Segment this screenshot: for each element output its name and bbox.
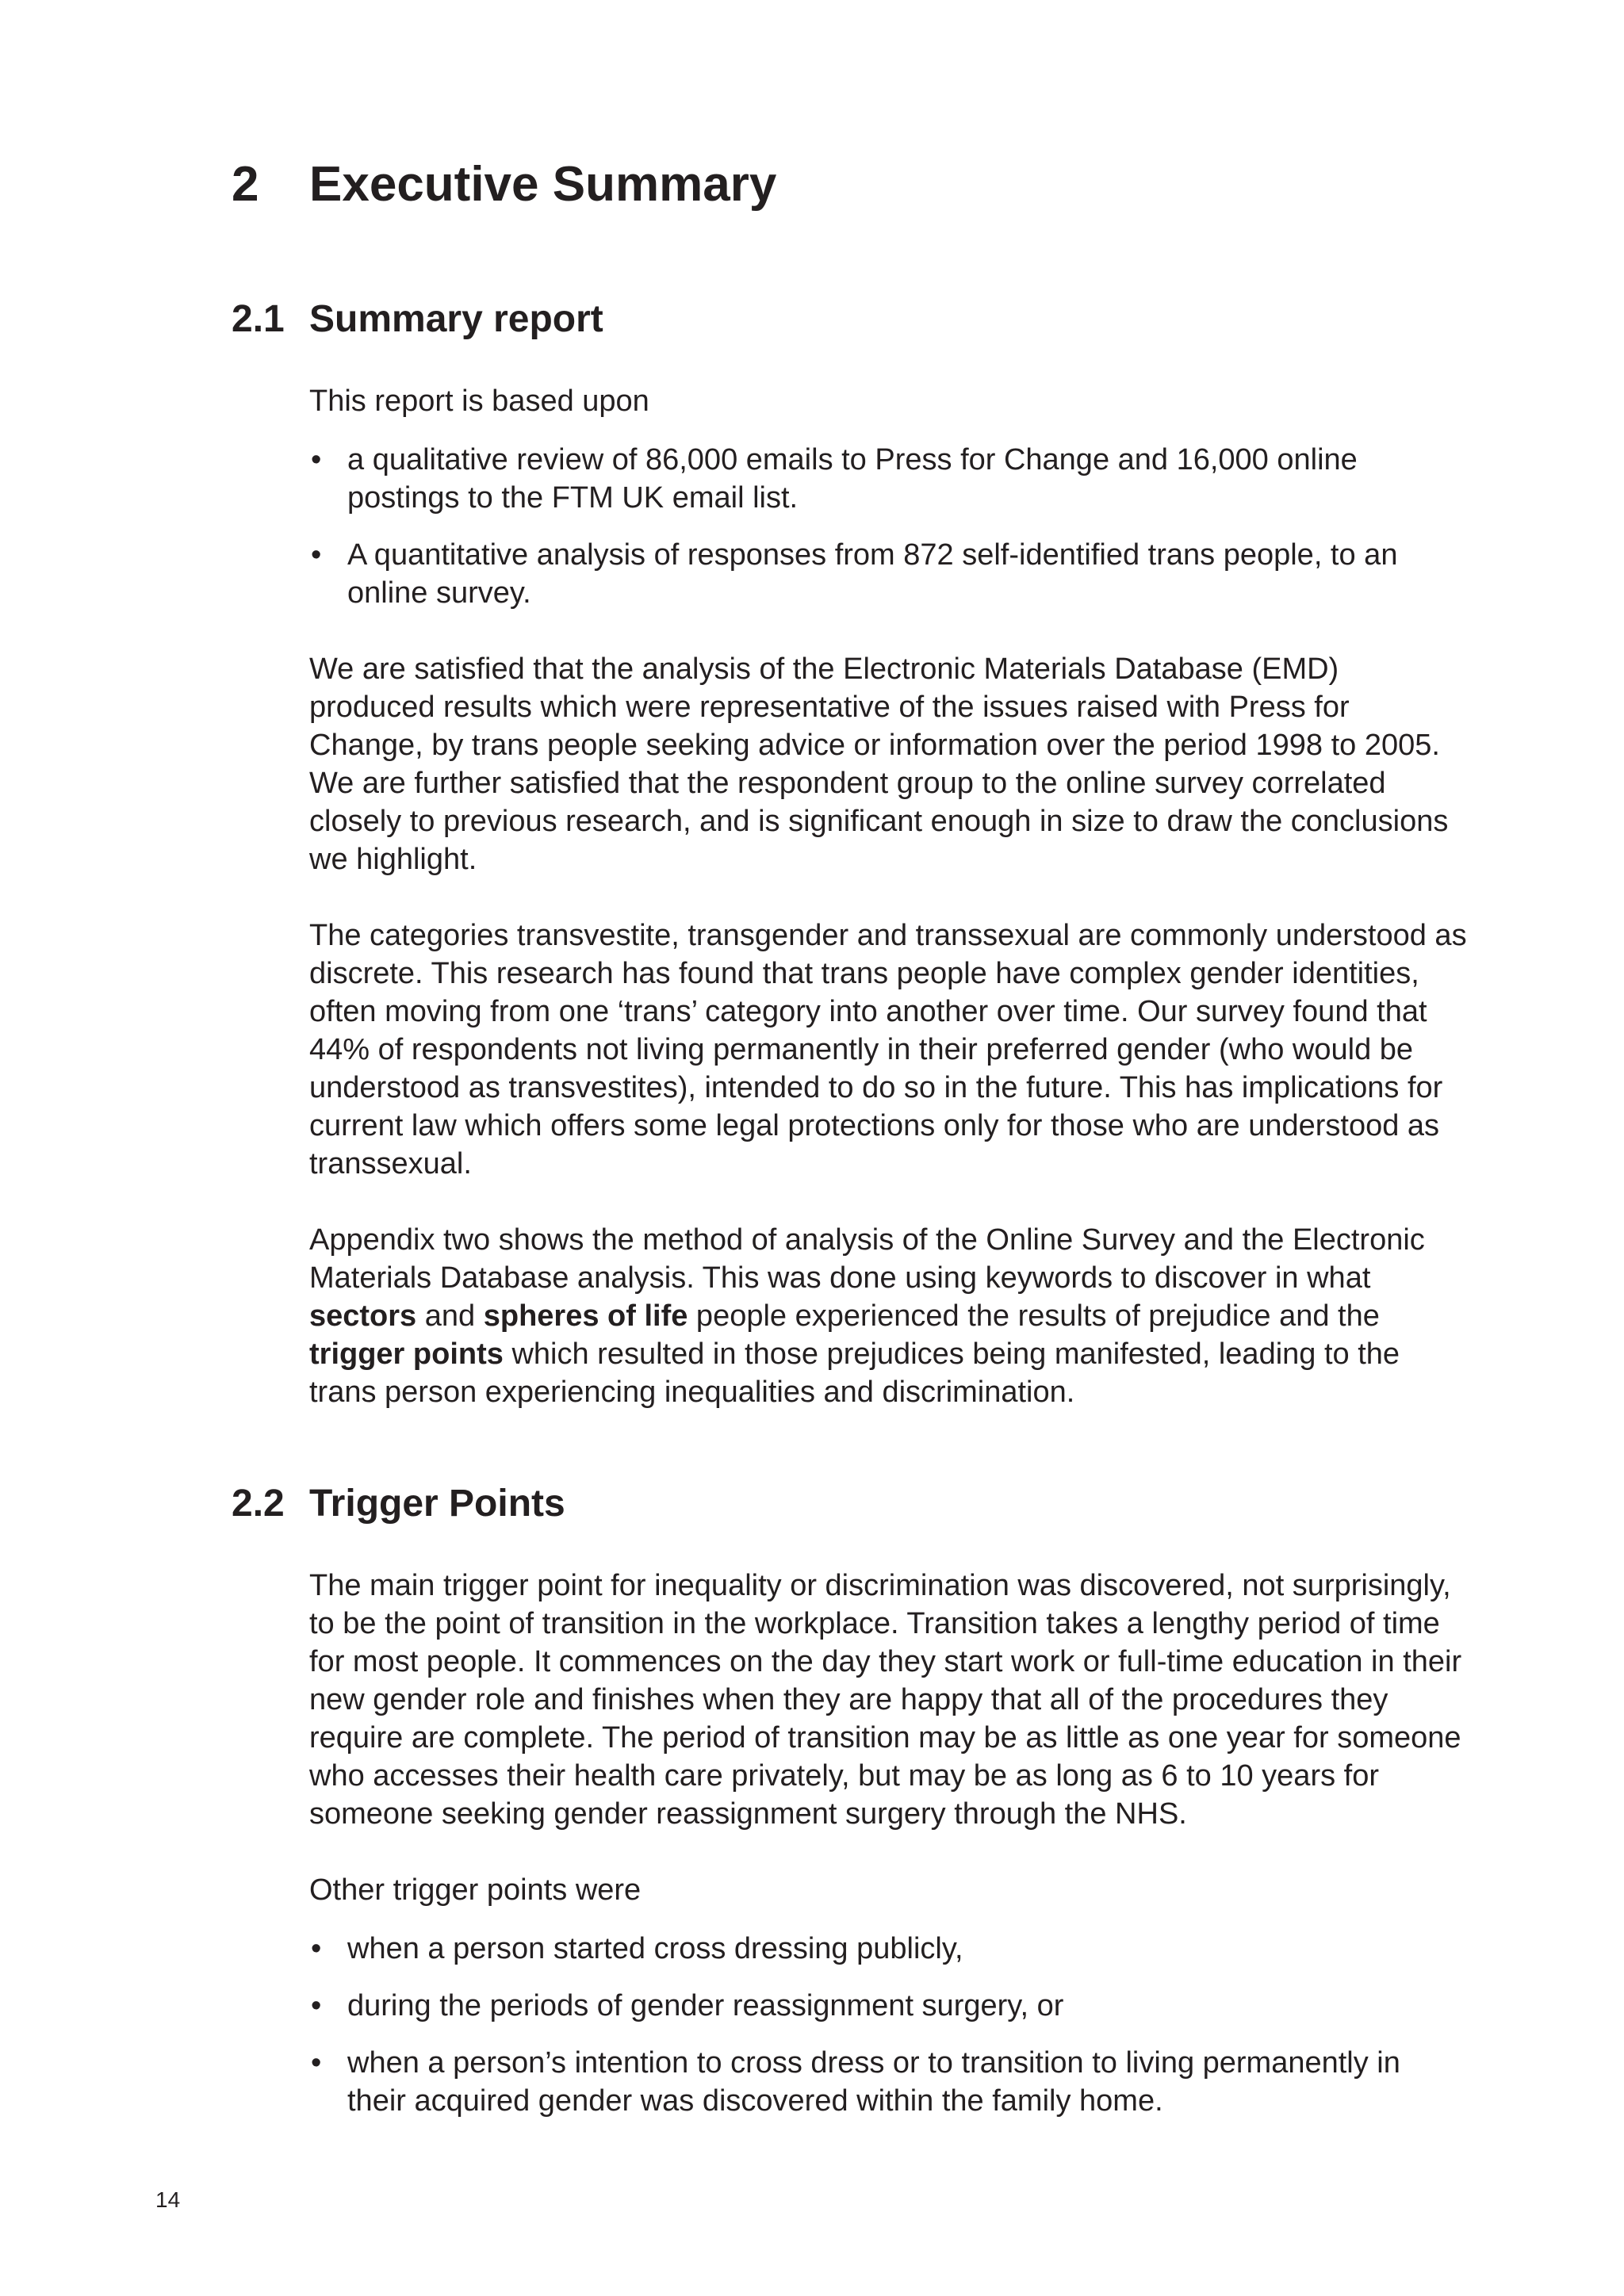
paragraph: We are satisfied that the analysis of the Electronic Materials Database (EMD) produced results which were representative of the issues raised with Press for Change, by trans people seeking advice or information over the period 1998 to 2005. We are further satisfied that the respondent group to the online survey correlated closely to previous research, and is significant enough in size to draw the conclusions we highlight. — [309, 652, 1449, 876]
text-run: which resulted in those prejudices being manifested, leading to the trans person experiencing inequalities and discrimination. — [309, 1337, 1400, 1409]
list-item: • A quantitative analysis of responses from 872 self-identified trans people, to an online survey. — [309, 536, 1467, 612]
intro-text: This report is based upon — [309, 385, 649, 418]
list-item: • a qualitative review of 86,000 emails to Press for Change and 16,000 online postings to the FTM UK email list. — [309, 441, 1467, 517]
bullet-list — [309, 1930, 1467, 2120]
intro-text: Other trigger points were — [309, 1873, 642, 1907]
section-2-2-body — [309, 1567, 1467, 2158]
text-run: people experienced the results of prejudice and the — [688, 1299, 1380, 1333]
section-number: 2.1 — [232, 298, 285, 340]
section-title: Trigger Points — [309, 1483, 565, 1525]
list-item: • during the periods of gender reassignment surgery, or — [309, 1987, 1467, 2025]
section-heading-2-1 — [232, 297, 603, 342]
paragraph: The main trigger point for inequality or discrimination was discovered, not surprisingly, to be the point of transition in the workplace. Transition takes a lengthy period of time for most people. It commences on the day they start work or full-time education in their new gender role and finishes when they are happy that all of the procedures they require are complete. The period of transition may be as little as one year for someone who accesses their health care privately, but may be as long as 6 to 10 years for someone seeking gender reassignment surgery through the NHS. — [309, 1569, 1462, 1831]
section-title: Summary report — [309, 298, 603, 340]
bullet-list — [309, 441, 1467, 612]
text-run: Appendix two shows the method of analysis of the Online Survey and the Electronic Materials Database analysis. This was done using keywords to discover in what — [309, 1223, 1425, 1295]
list-item: • when a person’s intention to cross dress or to transition to living permanently in their acquired gender was discovered within the family home. — [309, 2044, 1467, 2120]
bold-term: trigger points — [309, 1337, 504, 1371]
text-run: and — [416, 1299, 484, 1333]
paragraph: The categories transvestite, transgender and transsexual are commonly understood as discrete. This research has found that trans people have complex gender identities, often moving from one ‘trans’ category into another over time. Our survey found that 44% of respondents not living permanently in their preferred gender (who would be understood as transvestites), intended to do so in the future. This has implications for current law which offers some legal protections only for those who are understood as transsexual. — [309, 919, 1467, 1181]
chapter-heading — [232, 155, 776, 214]
bold-term: sectors — [309, 1299, 417, 1333]
page-number: 14 — [155, 2187, 181, 2212]
list-item: • when a person started cross dressing publicly, — [309, 1930, 1467, 1968]
chapter-number: 2 — [232, 157, 259, 212]
section-number: 2.2 — [232, 1483, 285, 1525]
section-2-1-body — [309, 382, 1467, 1411]
section-heading-2-2 — [232, 1481, 565, 1527]
bold-term: spheres of life — [483, 1299, 688, 1333]
paragraph — [309, 1221, 1467, 1411]
chapter-title: Executive Summary — [309, 157, 777, 212]
